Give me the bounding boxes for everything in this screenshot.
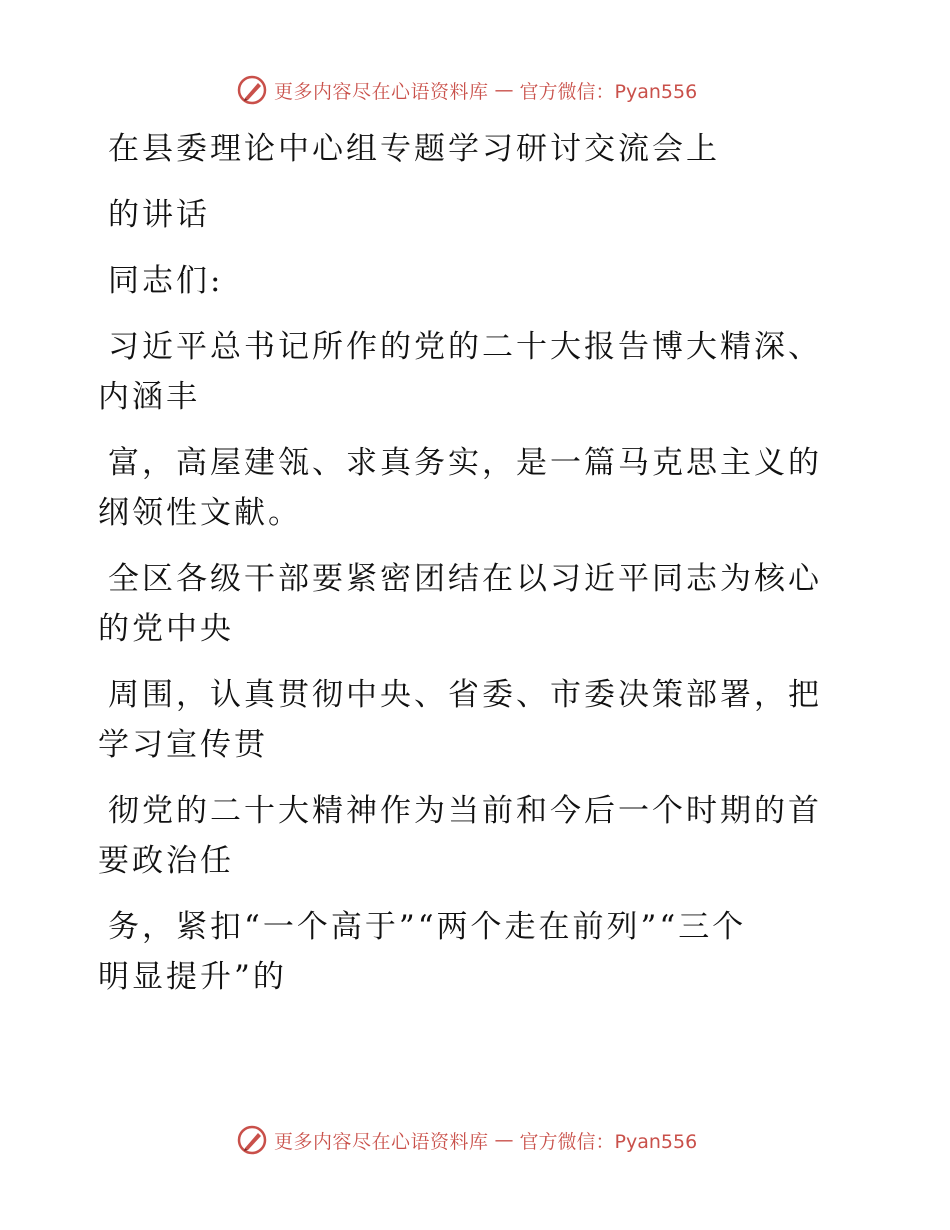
paragraph (98, 670, 838, 770)
paragraph-line: 明显提升”的 (98, 959, 287, 995)
pen-circle-logo-icon (236, 74, 268, 106)
paragraph (98, 554, 838, 654)
paragraph-line: 内涵丰 (98, 379, 200, 415)
header-watermark (236, 72, 697, 108)
pen-circle-logo-icon (236, 1124, 268, 1156)
paragraph-line: 要政治任 (98, 843, 234, 879)
watermark-separator: — (494, 79, 514, 101)
paragraph-line: 周围，认真贯彻中央、省委、市委决策部署，把 (108, 677, 822, 713)
paragraph (98, 786, 838, 886)
paragraph-line: 富，高屋建瓴、求真务实，是一篇马克思主义的 (108, 445, 822, 481)
watermark-separator: — (494, 1129, 514, 1151)
paragraph-line: 彻党的二十大精神作为当前和今后一个时期的首 (108, 793, 822, 829)
paragraph-line: 习近平总书记所作的党的二十大报告博大精深、 (108, 329, 822, 365)
salutation: 同志们: (108, 263, 224, 299)
document-title-line1: 在县委理论中心组专题学习研讨交流会上 (108, 131, 720, 167)
watermark-text: 更多内容尽在心语资料库 (274, 1130, 489, 1153)
paragraph-line: 务，紧扣“一个高于”“两个走在前列”“三个 (108, 909, 747, 945)
paragraph-line: 全区各级干部要紧密团结在以习近平同志为核心 (108, 561, 822, 597)
paragraph (98, 438, 838, 538)
paragraph-line: 的党中央 (98, 611, 234, 647)
paragraph (98, 322, 838, 422)
watermark-contact: 官方微信：Pyan556 (519, 1130, 698, 1153)
watermark-text: 更多内容尽在心语资料库 (274, 80, 489, 103)
paragraph-line: 纲领性文献。 (98, 495, 302, 531)
paragraph (98, 902, 838, 1002)
paragraph-line: 学习宣传贯 (98, 727, 268, 763)
document-title-line2: 的讲话 (108, 197, 210, 233)
document-body (98, 124, 838, 1002)
watermark-contact: 官方微信：Pyan556 (519, 80, 698, 103)
footer-watermark (236, 1122, 697, 1158)
